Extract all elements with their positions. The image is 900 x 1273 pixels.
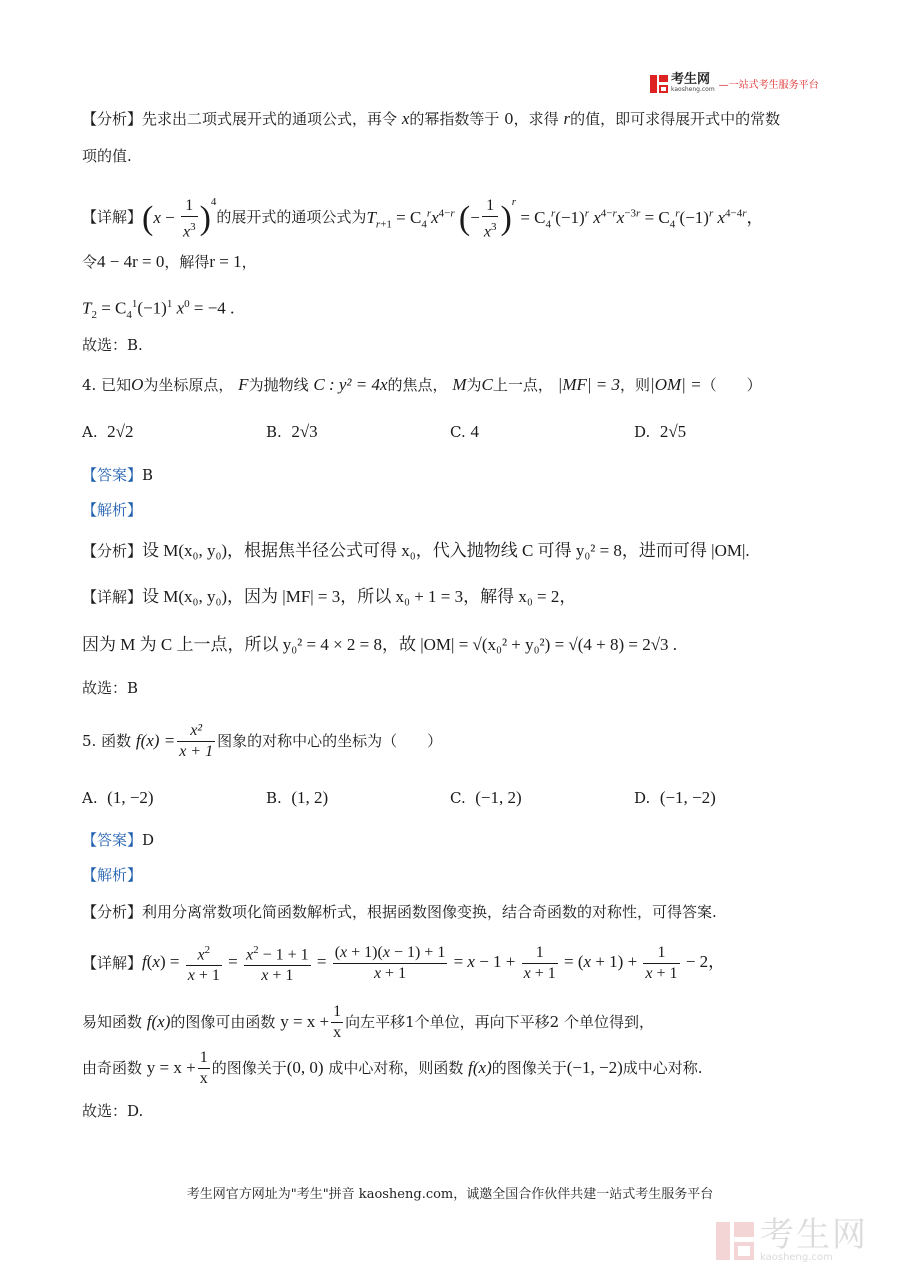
- watermark: [716, 1215, 868, 1263]
- s3-analysis-line2: 项的值.: [82, 147, 132, 165]
- q5-detail-line2: 易知函数 f(x) 的图像可由函数 y = x + $\frac{1}{x}$ 向左平移1个单位，再向下平移2 个单位得到，: [82, 1002, 654, 1041]
- q5-answer: 【答案】D: [82, 831, 155, 849]
- watermark-url: kaosheng.com: [760, 1252, 833, 1263]
- q4-option-b: B. 2√3: [266, 422, 318, 441]
- q4-detail1: 【详解】设 M(x₀, y₀)，因为 |MF| = 3，所以 x₀ + 1 = 3，解得 x₀ = 2，: [82, 587, 577, 606]
- s3-let-line: 令4 − 4r = 0，解得r = 1，: [82, 252, 257, 271]
- q5-detail-line: 【详解】 f(x) = $\frac{x^2}{x + 1}$ = $\frac{x^2 - 1 + 1}{x + 1}$ = $\frac{(x + 1)(x - 1) + 1}{x + 1}$ = x − 1 + $\frac{1}{x + 1}$ = (x + 1) + $\frac{1}{x + 1}$ − 2，: [82, 940, 725, 986]
- s3-analysis-line1: 【分析】先求出二项式展开式的通项公式，再令 x的幂指数等于 0，求得 r的值，即可求得展开式中的常数: [82, 109, 781, 128]
- general-term-formula: $T_{r+1} = C_4^rx^{4-r}$ (− $\frac{1}{x^3}$ )$^r = C_4^r(-1)^r$ $x^{4-r}x^{-3r} = C_4^r(-1)^r$ $x^{4-4r}$，: [366, 196, 764, 241]
- q4-jiexi-tag: 【解析】: [82, 501, 143, 519]
- q5-equation-chain: f(x) = $\frac{x^2}{x + 1}$ = $\frac{x^2 - 1 + 1}{x + 1}$ = $\frac{(x + 1)(x - 1) + 1}{x + 1}$ = x − 1 + $\frac{1}{x + 1}$ = (x + 1) + $\frac{1}{x + 1}$ − 2，: [142, 940, 725, 986]
- s3-choose: 故选：B.: [82, 336, 143, 354]
- logo-url: kaosheng.com: [671, 86, 715, 93]
- q5-option-d: D. (−1, −2): [634, 788, 716, 807]
- q4-option-c: C. 4: [450, 422, 479, 441]
- q4-analysis: 【分析】设 M(x₀, y₀)，根据焦半径公式可得 x₀，代入抛物线 C 可得 y₀² = 8，进而可得 |OM|.: [82, 541, 750, 560]
- logo-icon: [650, 75, 668, 93]
- q5-fraction: $\frac{\text{x²}}{x + 1}$: [179, 721, 214, 760]
- watermark-logo-icon: [716, 1222, 754, 1260]
- page-footer: 考生网官方网址为"考生"拼音 kaosheng.com，诚邀全国合作伙伴共建一站式考生服务平台: [186, 1187, 714, 1202]
- q5-analysis: 【分析】利用分离常数项化简函数解析式，根据函数图像变换，结合奇函数的对称性，可得答案.: [82, 903, 717, 921]
- q4-option-d: D. 2√5: [634, 422, 687, 441]
- q4-detail2: 因为 M 为 C 上一点，所以 y₀² = 4 × 2 = 8，故 |OM| = √(x₀² + y₀²) = √(4 + 8) = 2√3 .: [82, 635, 678, 654]
- q5-option-a: A. (1, −2): [82, 788, 154, 807]
- q5-jiexi-tag: 【解析】: [82, 866, 143, 884]
- logo-slogan: —一站式考生服务平台: [718, 80, 819, 91]
- q5-option-c: C. (−1, 2): [450, 788, 522, 807]
- q4-answer: 【答案】B: [82, 466, 154, 484]
- q4-choose: 故选：B: [82, 679, 139, 697]
- s3-detail-line: 【详解】 (x − $\frac{1}{x^3}$ )$^4$ 的展开式的通项公式为 $T_{r+1} = C_4^rx^{4-r}$ (− $\frac{1}{x^3}$ )$^r = C_4^r(-1)^r$ $x^{4-r}x^{-3r} = C_4^r(-1)^r$ $x^{4-4r}$，: [82, 192, 764, 242]
- q5-option-b: B. (1, 2): [266, 788, 329, 807]
- q4-stem: 4. 已知O为坐标原点， F为抛物线 C : y² = 4x的焦点， M为C上一点， |MF| = 3，则|OM| =（ ）: [82, 375, 762, 394]
- q5-detail-line3: 由奇函数 y = x + $\frac{1}{x}$ 的图像关于 (0, 0) 成中心对称，则函数 f(x) 的图像关于 (−1, −2) 成中心对称.: [82, 1048, 703, 1087]
- q5-choose: 故选：D.: [82, 1102, 144, 1120]
- q5-stem: 5. 函数 f(x) = $\frac{\text{x²}}{x + 1}$ 图象的对称中心的坐标为（ ）: [82, 721, 443, 760]
- q4-option-a: A. 2√2: [82, 422, 134, 441]
- header-logo: [650, 74, 819, 93]
- watermark-brand: 考生网: [760, 1215, 868, 1255]
- binomial-expression: (x − $\frac{1}{x^3}$ )$^4$: [142, 196, 217, 241]
- logo-brand: 考生网: [671, 72, 711, 87]
- s3-term-line: $T_2 = C_4^1(-1)^1$ $x^0 = -4$ .: [82, 298, 235, 322]
